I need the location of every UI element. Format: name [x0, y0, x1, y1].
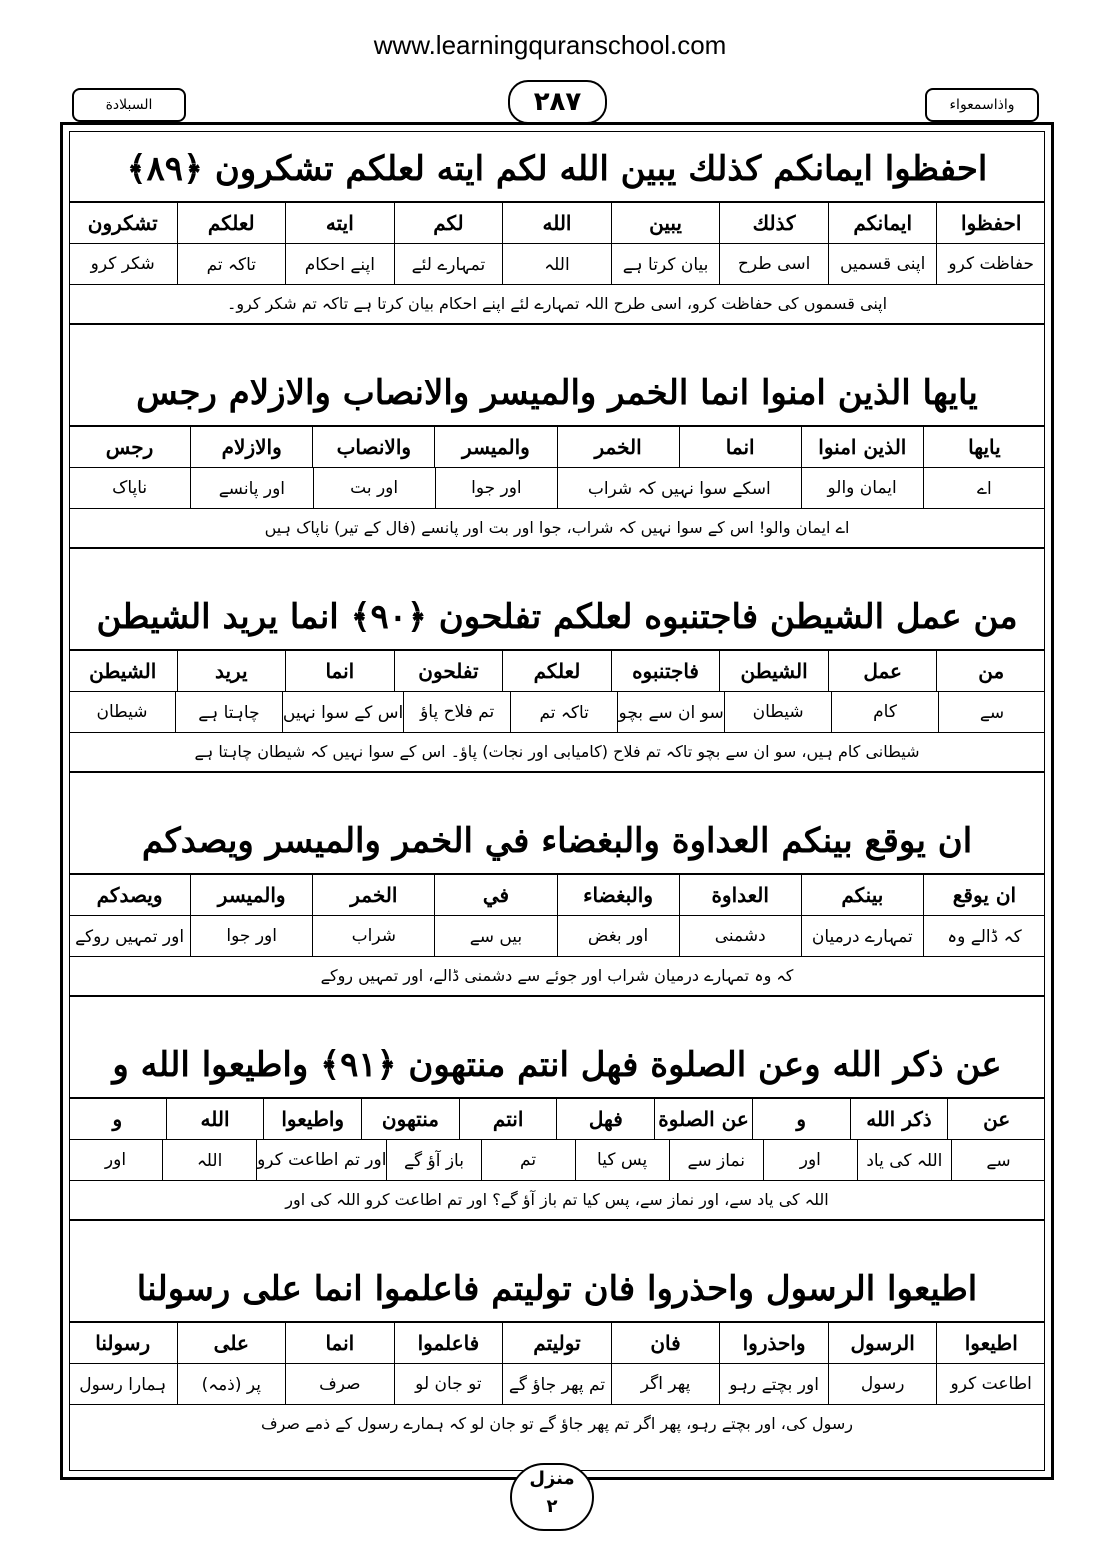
surah-label-box: السبلادة	[72, 88, 186, 122]
word-meaning: شیطان	[724, 692, 831, 732]
word-meaning: اور	[763, 1140, 857, 1180]
arabic-verse-line: ان يوقع بينكم العداوة والبغضاء في الخمر والميسر ويصدكم	[69, 809, 1045, 875]
arabic-verse-line: احفظوا ايمانكم كذلك يبين الله لكم ايته لعلكم تشكرون ﴿٨٩﴾	[69, 137, 1045, 203]
arabic-word: في	[434, 875, 556, 915]
word-row	[69, 651, 1045, 692]
word-meaning: اللہ	[162, 1140, 256, 1180]
arabic-word: والميسر	[190, 875, 312, 915]
word-meaning: دشمنی	[679, 916, 801, 956]
arabic-word: فاجتنبوه	[611, 651, 720, 691]
word-meaning: اور	[104, 1150, 127, 1170]
meaning-row	[69, 692, 1045, 733]
arabic-verse-line: يايها الذين امنوا انما الخمر والميسر والانصاب والازلام رجس	[69, 361, 1045, 427]
arabic-word: ان يوقع	[923, 875, 1045, 915]
word-meaning: اپنی قسمیں	[828, 244, 937, 284]
word-meaning: تم فلاح پاؤ	[403, 692, 510, 732]
word-row	[69, 1323, 1045, 1364]
arabic-word: الله	[166, 1099, 264, 1139]
arabic-word: الخمر	[312, 875, 434, 915]
word-meaning: سو ان سے بچو	[617, 692, 724, 732]
word-meaning: کہ ڈالے وہ	[923, 916, 1045, 956]
word-meaning: اور جوا	[190, 916, 312, 956]
word-meaning: تاکہ تم	[177, 244, 286, 284]
arabic-word: رجس	[105, 435, 154, 459]
meaning-row	[69, 916, 1045, 957]
arabic-word: منتهون	[361, 1099, 459, 1139]
arabic-word: اطيعوا	[936, 1323, 1045, 1363]
word-meaning: اور پانسے	[190, 468, 312, 508]
arabic-word: لكم	[394, 203, 503, 243]
arabic-word: والانصاب	[312, 427, 434, 467]
juz-label-box: واذاسمعواء	[925, 88, 1039, 122]
arabic-word: ايمانكم	[828, 203, 937, 243]
arabic-word: تشكرون	[87, 211, 158, 235]
word-meaning: اور بچتے رہو	[719, 1364, 828, 1404]
word-meaning: تاکہ تم	[510, 692, 617, 732]
arabic-word: يريد	[177, 651, 286, 691]
arabic-word: فهل	[556, 1099, 654, 1139]
word-meaning: اپنے احکام	[285, 244, 394, 284]
word-meaning: اسکے سوا نہیں کہ شراب	[557, 468, 801, 508]
arabic-word: ايته	[285, 203, 394, 243]
word-meaning: رسول	[828, 1364, 937, 1404]
arabic-word: يبين	[611, 203, 720, 243]
arabic-word: احفظوا	[936, 203, 1045, 243]
verse-section-6	[69, 1257, 1045, 1443]
word-meaning: تم پھر جاؤ گے	[502, 1364, 611, 1404]
arabic-word: من	[936, 651, 1045, 691]
word-meaning: اور بغض	[557, 916, 679, 956]
arabic-word: والميسر	[434, 427, 556, 467]
arabic-word: و	[752, 1099, 850, 1139]
arabic-word: توليتم	[502, 1323, 611, 1363]
arabic-verse-line: من عمل الشيطن فاجتنبوه لعلكم تفلحون ﴿٩٠﴾ انما يريد الشيطن	[69, 585, 1045, 651]
word-row	[69, 875, 1045, 916]
word-meaning: اللہ کی یاد	[857, 1140, 951, 1180]
word-meaning: پھر اگر	[611, 1364, 720, 1404]
manzil-badge	[510, 1463, 594, 1531]
word-meaning: اور جوا	[435, 468, 557, 508]
arabic-word: تفلحون	[394, 651, 503, 691]
arabic-word: انما	[285, 651, 394, 691]
word-meaning: شیطان	[96, 702, 148, 722]
arabic-word: الرسول	[828, 1323, 937, 1363]
arabic-word: رسولنا	[95, 1331, 151, 1355]
word-meaning: پس کیا	[575, 1140, 669, 1180]
urdu-translation: کہ وہ تمہارے درمیان شراب اور جوئے سے دشمنی ڈالے، اور تمہیں روکے	[69, 957, 1045, 997]
urdu-translation: اے ایمان والو! اس کے سوا نہیں کہ شراب، جوا اور بت اور پانسے (فال کے تیر) ناپاک ہیں	[69, 509, 1045, 549]
word-meaning: اطاعت کرو	[936, 1364, 1045, 1404]
arabic-word: الذين امنوا	[801, 427, 923, 467]
arabic-word: فان	[611, 1323, 720, 1363]
word-meaning: اللہ	[502, 244, 611, 284]
site-url: www.learningquranschool.com	[373, 30, 727, 60]
arabic-word: العداوة	[679, 875, 801, 915]
arabic-verse-line: عن ذكر الله وعن الصلوة فهل انتم منتهون ﴿٩١﴾ واطيعوا الله و	[69, 1033, 1045, 1099]
arabic-word: عن الصلوة	[654, 1099, 752, 1139]
meaning-row	[69, 1364, 1045, 1405]
word-meaning: اور تم اطاعت کرو	[256, 1140, 386, 1180]
arabic-word: واحذروا	[719, 1323, 828, 1363]
arabic-word: انما	[285, 1323, 394, 1363]
word-meaning: چاہتا ہے	[175, 692, 282, 732]
word-meaning: نماز سے	[669, 1140, 763, 1180]
word-meaning: ہمارا رسول	[79, 1374, 167, 1395]
word-row	[69, 1099, 1045, 1140]
arabic-word: فاعلموا	[394, 1323, 503, 1363]
word-meaning: تم	[481, 1140, 575, 1180]
word-meaning: تو جان لو	[394, 1364, 503, 1404]
word-meaning: تمہارے درمیان	[801, 916, 923, 956]
word-meaning: صرف	[285, 1364, 394, 1404]
urdu-translation: اللہ کی یاد سے، اور نماز سے، پس کیا تم باز آؤ گے؟ اور تم اطاعت کرو اللہ کی اور	[69, 1181, 1045, 1221]
arabic-word: ذكر الله	[850, 1099, 948, 1139]
verse-section-5	[69, 1033, 1045, 1221]
arabic-word: على	[177, 1323, 286, 1363]
word-meaning: اور تمہیں روکے	[75, 926, 185, 947]
arabic-word: الله	[502, 203, 611, 243]
word-meaning: پر (ذمہ)	[177, 1364, 286, 1404]
word-meaning: سے	[938, 692, 1045, 732]
arabic-word: بينكم	[801, 875, 923, 915]
arabic-word: ويصدكم	[96, 883, 163, 907]
arabic-word: لعلكم	[177, 203, 286, 243]
arabic-word: لعلكم	[502, 651, 611, 691]
arabic-word: كذلك	[719, 203, 828, 243]
arabic-word: واطيعوا	[263, 1099, 361, 1139]
arabic-word: الخمر	[557, 427, 679, 467]
urdu-translation: شیطانی کام ہیں، سو ان سے بچو تاکہ تم فلاح (کامیابی اور نجات) پاؤ۔ اس کے سوا نہیں کہ شیطان چاہتا ہے	[69, 733, 1045, 773]
page-frame	[60, 122, 1054, 1480]
word-meaning: اور بت	[313, 468, 435, 508]
word-meaning: کام	[831, 692, 938, 732]
arabic-word: عن	[947, 1099, 1045, 1139]
arabic-verse-line: اطيعوا الرسول واحذروا فان توليتم فاعلموا انما على رسولنا	[69, 1257, 1045, 1323]
arabic-word: و	[112, 1107, 123, 1131]
word-meaning: شکر کرو	[90, 254, 155, 274]
meaning-row	[69, 1140, 1045, 1181]
meaning-row	[69, 468, 1045, 509]
verse-section-1	[69, 137, 1045, 325]
page-number: ٢٨٧	[508, 80, 607, 124]
arabic-word: الشيطن	[89, 659, 157, 683]
manzil-number: ٢	[546, 1496, 558, 1517]
word-meaning: اس کے سوا نہیں	[282, 692, 403, 732]
arabic-word: والازلام	[190, 427, 312, 467]
arabic-word: والبغضاء	[557, 875, 679, 915]
word-meaning: حفاظت کرو	[936, 244, 1045, 284]
verse-section-2	[69, 361, 1045, 549]
meaning-row	[69, 244, 1045, 285]
word-row	[69, 427, 1045, 468]
word-meaning: ایمان والو	[801, 468, 923, 508]
arabic-word: يايها	[923, 427, 1045, 467]
word-meaning: باز آؤ گے	[386, 1140, 480, 1180]
word-meaning: تمہارے لئے	[394, 244, 503, 284]
word-meaning: شراب	[312, 916, 434, 956]
urdu-translation: رسول کی، اور بچتے رہو، پھر اگر تم پھر جاؤ گے تو جان لو کہ ہمارے رسول کے ذمے صرف	[260, 1414, 854, 1433]
word-meaning: اسی طرح	[719, 244, 828, 284]
arabic-word: انما	[679, 427, 801, 467]
verse-section-4	[69, 809, 1045, 997]
arabic-word: عمل	[828, 651, 937, 691]
word-meaning: سے	[951, 1140, 1045, 1180]
word-row	[69, 203, 1045, 244]
verse-section-3	[69, 585, 1045, 773]
arabic-word: الشيطن	[719, 651, 828, 691]
arabic-word: انتم	[459, 1099, 557, 1139]
manzil-label: منزل	[529, 1468, 575, 1489]
word-meaning: ناپاک	[112, 478, 148, 498]
urdu-translation: اپنی قسموں کی حفاظت کرو، اسی طرح اللہ تمہارے لئے اپنے احکام بیان کرتا ہے تاکہ تم شکر کرو۔	[69, 285, 1045, 325]
word-meaning: بیں سے	[434, 916, 556, 956]
word-meaning: بیان کرتا ہے	[611, 244, 720, 284]
word-meaning: اے	[923, 468, 1045, 508]
